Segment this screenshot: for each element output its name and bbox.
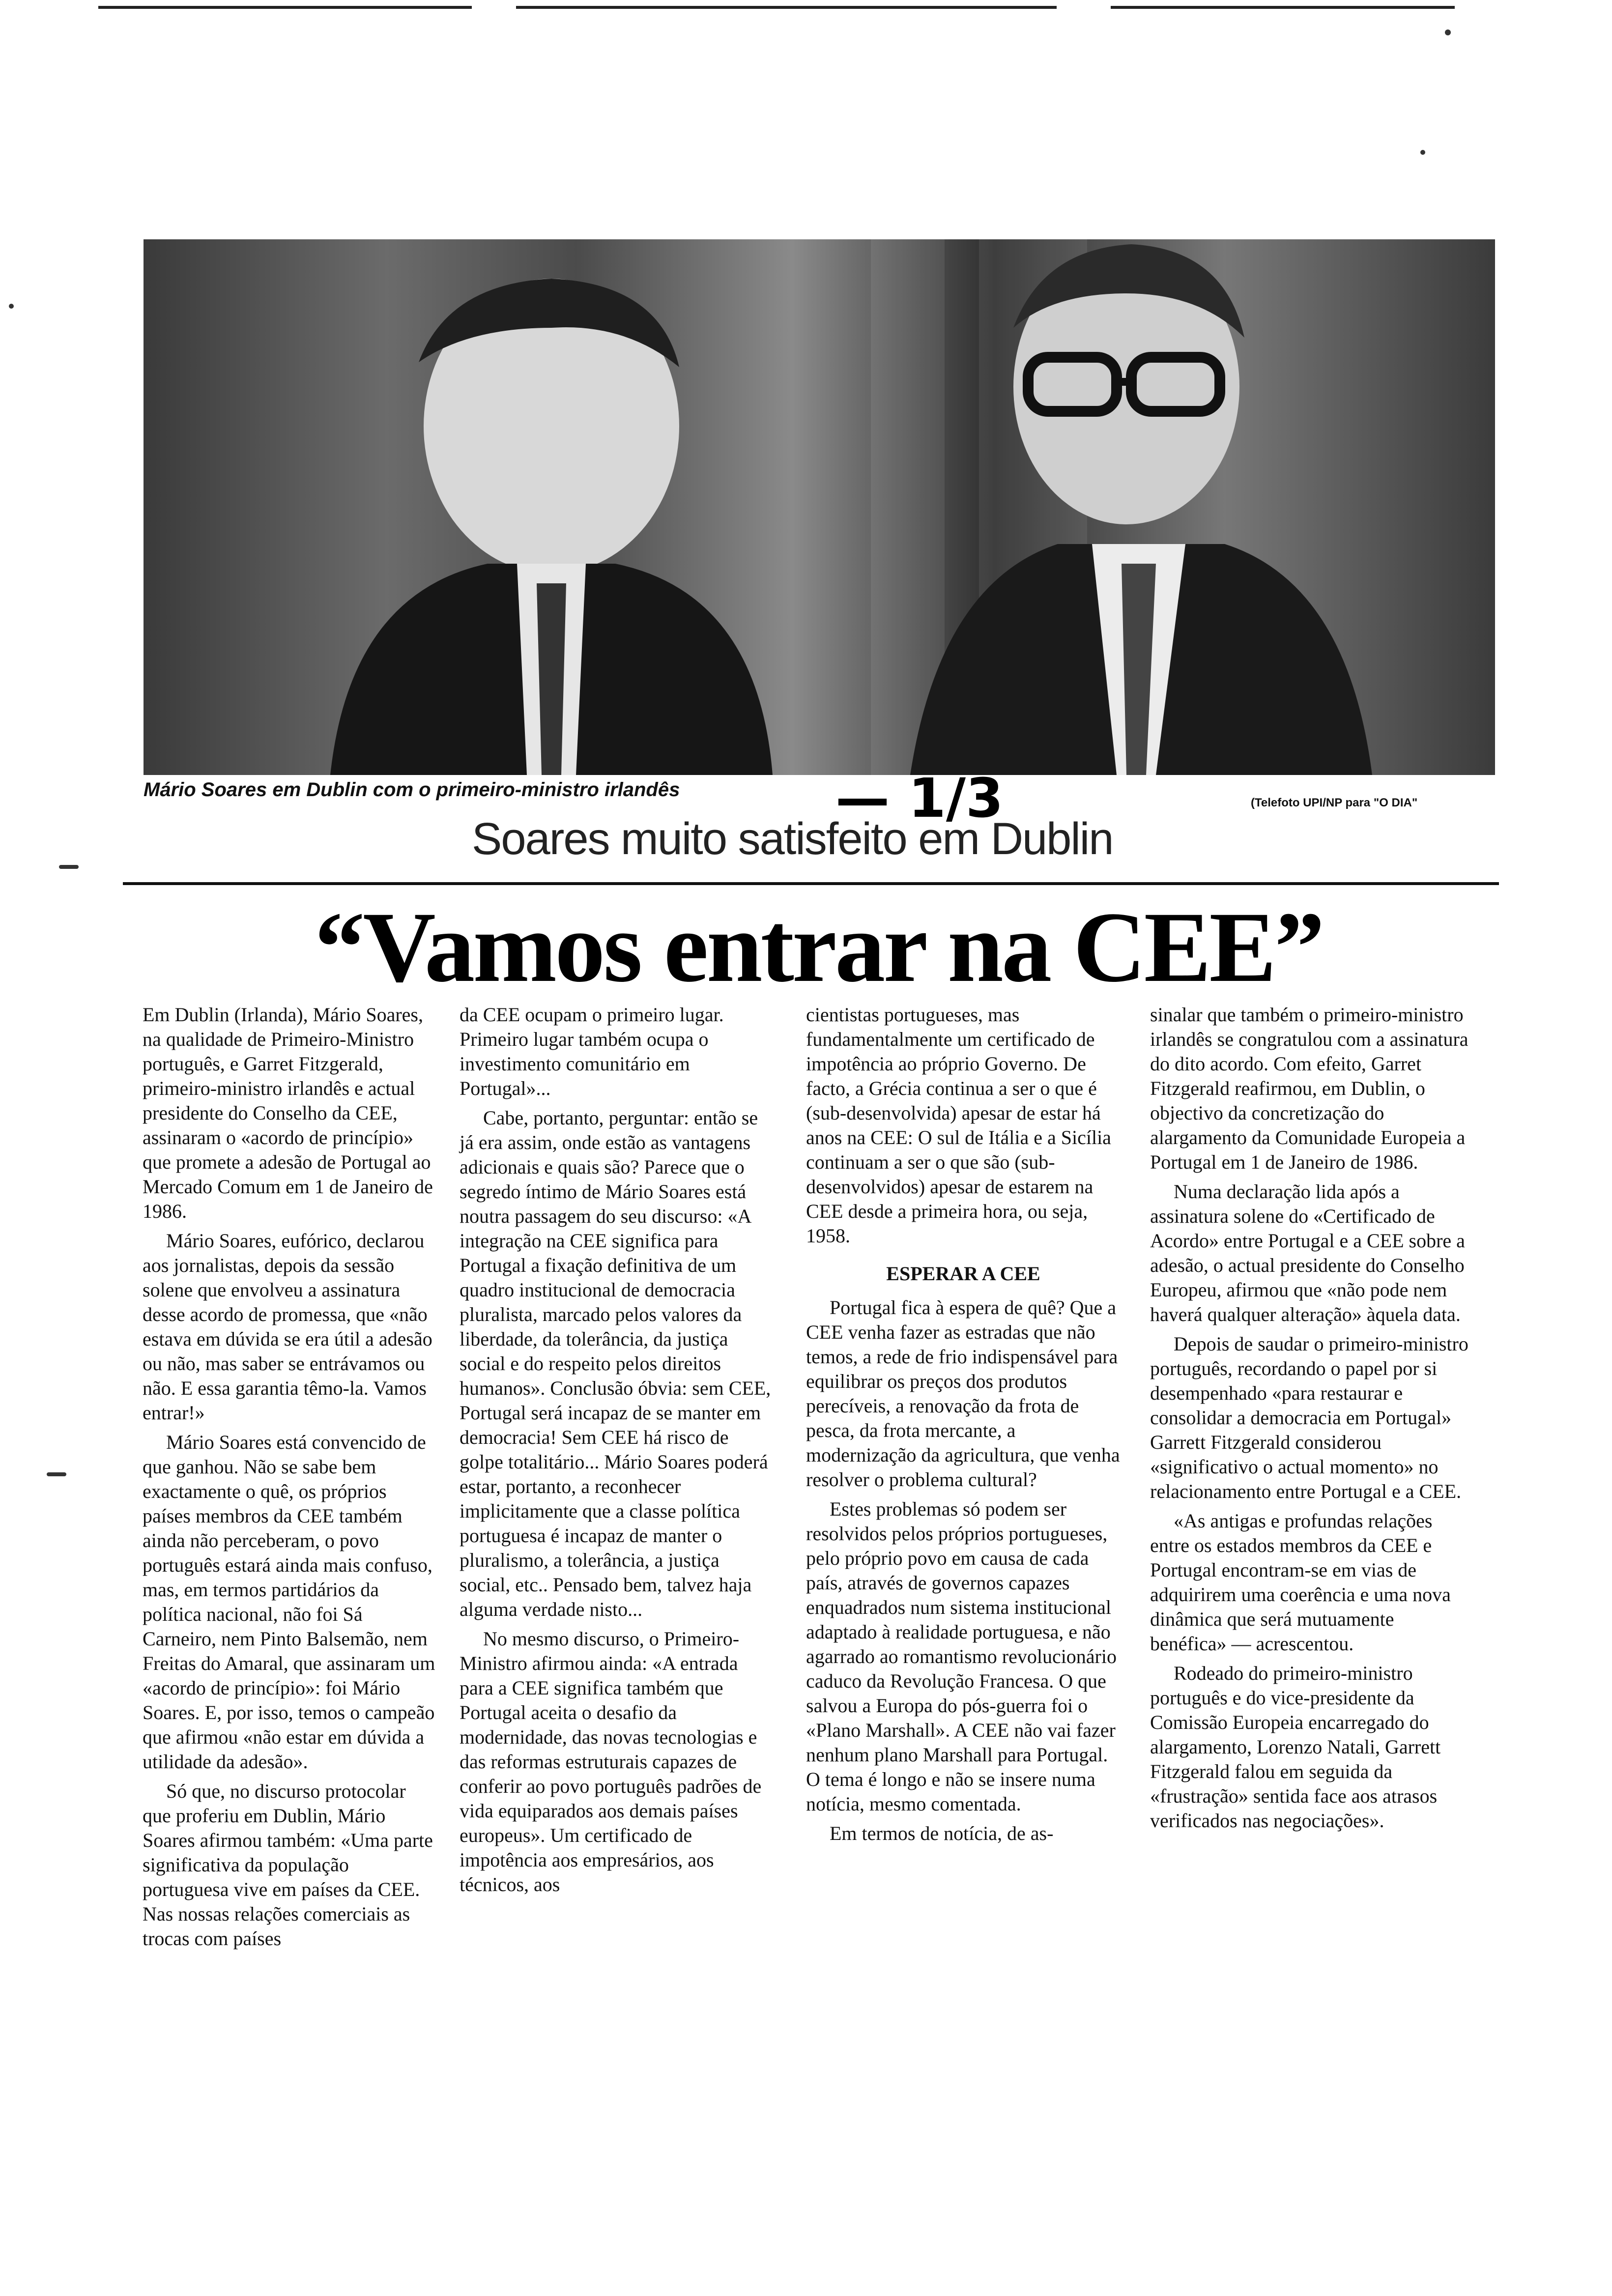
- article-column-2: [460, 1003, 774, 1902]
- paragraph: Estes problemas só podem ser resolvidos pelos próprios portugueses, pelo próprio povo em causa de cada país, através de governos capazes enquadrados num sistema institucional adaptado à realidade portuguesa, e não agarrado ao romantismo revolucionário caduco da Revolução Francesa. O que salvou a Europa do pós-guerra foi o «Plano Marshall». A CEE não vai fazer nenhum plano Marshall para Portugal. O tema é longo e não se insere numa notícia, mesmo comentada.: [806, 1498, 1117, 1815]
- scan-speck: [59, 865, 79, 869]
- scan-speck: [1420, 150, 1425, 155]
- paragraph: Mário Soares está convencido de que ganhou. Não se sabe bem exactamente o quê, os próprios países membros da CEE também ainda não perceberam, o povo português estará ainda mais confuso, mas, em termos partidários da política nacional, não foi Sá Carneiro, nem Pinto Balsemão, nem Freitas do Amaral, que assinaram um «acordo de princípio»: foi Mário Soares. E, por isso, temos o campeão que afirmou «não estar em dúvida a utilidade da adesão».: [143, 1431, 435, 1773]
- paragraph: cientistas portugueses, mas fundamentalmente um certificado de impotência ao próprio Governo. De facto, a Grécia continua a ser o que é (sub-desenvolvida) apesar de estar há anos na CEE: O sul de Itália e a Sicília continuam a ser o que são (sub-desenvolvidos) apesar de estarem na CEE desde a primeira hora, ou seja, 1958.: [806, 1004, 1111, 1247]
- article-column-3: [806, 1003, 1121, 1851]
- top-rule-left: [98, 6, 472, 9]
- photo-figures: [144, 239, 1495, 775]
- paragraph: da CEE ocupam o primeiro lugar. Primeiro lugar também ocupa o investimento comunitário em Portugal»...: [460, 1004, 724, 1099]
- handwritten-page-mark: — 1/3: [835, 767, 1004, 830]
- scan-speck: [1445, 29, 1451, 35]
- top-rule-mid: [516, 6, 1057, 9]
- paragraph: «As antigas e profundas relações entre os estados membros da CEE e Portugal encontram-se em vias de adquirirem uma coerência e uma nova dinâmica que será mutuamente benéfica» — acrescentou.: [1150, 1510, 1451, 1655]
- paragraph: No mesmo discurso, o Primeiro-Ministro afirmou ainda: «A entrada para a CEE significa também que Portugal aceita o desafio da modernidade, das novas tecnologias e das reformas estruturais capazes de conferir ao povo português padrões de vida equiparados aos demais países europeus». Um certificado de impotência aos empresários, aos técnicos, aos: [460, 1628, 762, 1895]
- section-subhead: ESPERAR A CEE: [886, 1263, 1040, 1285]
- paragraph: Depois de saudar o primeiro-ministro português, recordando o papel por si desempenhado «para restaurar e consolidar a democracia em Portugal» Garrett Fitzgerald considerou «significativo o actual momento» no relacionamento entre Portugal e a CEE.: [1150, 1333, 1468, 1502]
- scan-speck: [47, 1472, 66, 1476]
- photo-credit: (Telefoto UPI/NP para "O DIA": [1251, 796, 1418, 809]
- paragraph: Em Dublin (Irlanda), Mário Soares, na qualidade de Primeiro-Ministro português, e Garret Fitzgerald, primeiro-ministro irlandês e actual presidente do Conselho da CEE, assinaram o «acordo de princípio» que promete a adesão de Portugal ao Mercado Comum em 1 de Janeiro de 1986.: [143, 1004, 433, 1222]
- paragraph: Rodeado do primeiro-ministro português e do vice-presidente da Comissão Europeia encarregado do alargamento, Lorenzo Natali, Garrett Fitzgerald falou em seguida da «frustração» sentida face aos atrasos verificados nas negociações».: [1150, 1662, 1441, 1832]
- paragraph: Portugal fica à espera de quê? Que a CEE venha fazer as estradas que não temos, a rede de frio indispensável para equilibrar os preços dos produtos perecíveis, a renovação da frota de pesca, da frota mercante, a modernização da agricultura, que venha resolver o problema cultural?: [806, 1296, 1120, 1491]
- headline: “Vamos entrar na CEE”: [315, 891, 1323, 1003]
- article-column-1: [143, 1003, 437, 1956]
- paragraph: Mário Soares, eufórico, declarou aos jornalistas, depois da sessão solene que envolveu a assinatura desse acordo de promessa, que «não estava em dúvida se era útil a adesão ou não, mas saber se entrávamos ou não. E essa garantia têmo-la. Vamos entrar!»: [143, 1230, 432, 1424]
- article-column-4: [1150, 1003, 1469, 1838]
- paragraph: Só que, no discurso protocolar que proferiu em Dublin, Mário Soares afirmou também: «Uma parte significativa da população portuguesa vive em países da CEE. Nas nossas relações comerciais as trocas com países: [143, 1780, 433, 1950]
- paragraph: sinalar que também o primeiro-ministro irlandês se congratulou com a assinatura do dito acordo. Com efeito, Garret Fitzgerald reafirmou, em Dublin, o objectivo da concretização do alargamento da Comunidade Europeia a Portugal em 1 de Janeiro de 1986.: [1150, 1004, 1468, 1173]
- scan-speck: [9, 304, 14, 309]
- headline-rule: [123, 882, 1499, 885]
- paragraph: Cabe, portanto, perguntar: então se já era assim, onde estão as vantagens adicionais e quais são? Parece que o segredo íntimo de Mário Soares está noutra passagem do seu discurso: «A integração na CEE significa para Portugal a fixação definitiva de um quadro institucional de democracia pluralista, marcado pelos valores da liberdade, da tolerância, da justiça social e do respeito pelos direitos humanos». Conclusão óbvia: sem CEE, Portugal será incapaz de se manter em democracia! Sem CEE há risco de golpe totalitário... Mário Soares poderá estar, portanto, a reconhecer implicitamente que a classe política portuguesa é incapaz de manter o pluralismo, a tolerância, a justiça social, etc.. Pensado bem, talvez haja alguma verdade nisto...: [460, 1107, 771, 1620]
- paragraph: Numa declaração lida após a assinatura solene do «Certificado de Acordo» entre Portugal e a CEE sobre a adesão, o actual presidente do Conselho Europeu, afirmou que «não pode nem haverá qualquer alteração» àquela data.: [1150, 1180, 1465, 1325]
- news-photo: [144, 239, 1495, 775]
- paragraph: Em termos de notícia, de as-: [830, 1822, 1054, 1844]
- subheadline: Soares muito satisfeito em Dublin: [472, 814, 1113, 864]
- photo-caption: Mário Soares em Dublin com o primeiro-ministro irlandês: [144, 779, 680, 801]
- top-rule-right: [1111, 6, 1455, 9]
